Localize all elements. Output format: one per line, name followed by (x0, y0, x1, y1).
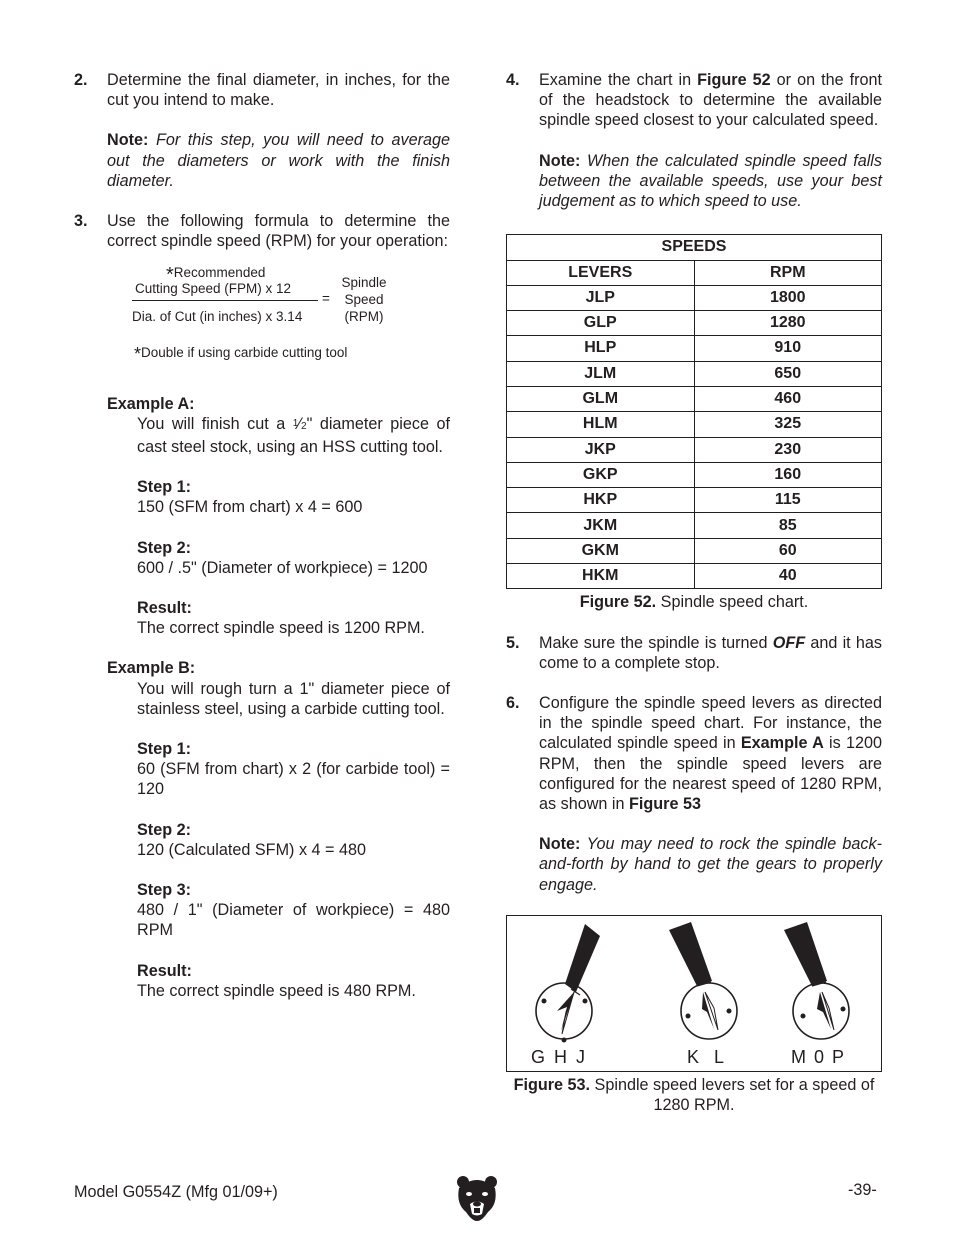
lever-cell: HLP (507, 336, 695, 361)
footer-model: Model G0554Z (Mfg 01/09+) (74, 1183, 278, 1201)
step-label: Step 2: (137, 538, 191, 557)
rpm-cell: 230 (694, 437, 882, 462)
step-number: 2. (74, 71, 88, 89)
rpm-cell: 910 (694, 336, 882, 361)
formula-denominator: Dia. of Cut (in inches) x 3.14 (132, 309, 303, 325)
step-5 (506, 633, 882, 673)
note-label: Note: (107, 131, 149, 150)
step-text: Make sure the spindle is turned OFF and it has come to a complete stop. (539, 633, 882, 672)
formula-footnote: *Double if using carbide cutting tool (134, 344, 348, 365)
right-column (506, 70, 882, 1115)
lever-cell: GLP (507, 311, 695, 336)
example-text: You will rough turn a 1" diameter piece of stainless steel, using a carbide cutting tool. (137, 679, 450, 718)
step-number: 3. (74, 212, 88, 231)
table-row (507, 285, 882, 310)
step-note: Note: You may need to rock the spindle back-and-forth by hand to get the gears to properly engage. (539, 835, 883, 894)
formula-numerator: Cutting Speed (FPM) x 12 (135, 281, 292, 297)
lever-label-ghj: G H J (531, 1046, 586, 1067)
lever-label-kl: K L (687, 1046, 725, 1067)
step-text: 480 / 1" (Diameter of workpiece) = 480 RPM (137, 901, 450, 940)
table-row (507, 311, 882, 336)
column-header-levers: LEVERS (507, 260, 695, 285)
table-row (507, 462, 882, 487)
step-number: 5. (506, 633, 520, 652)
lever-cell: HKP (507, 488, 695, 513)
table-row (507, 412, 882, 437)
figure-53-levers (506, 915, 882, 1072)
table-row (507, 387, 882, 412)
rpm-cell: 40 (694, 564, 882, 589)
lever-cell: HKM (507, 564, 695, 589)
lever-dial-ghj (536, 924, 600, 1043)
page-number: -39- (848, 1181, 877, 1199)
note-text: For this step, you will need to average out the diameters or work with the finish diameter. (107, 131, 450, 190)
figure-ref: Figure 52 (697, 71, 771, 89)
rpm-cell: 85 (694, 513, 882, 538)
spindle-speed-table (506, 234, 882, 589)
formula-equals: = (322, 291, 330, 307)
step-text: 150 (SFM from chart) x 4 = 600 (137, 498, 363, 517)
step-number: 4. (506, 71, 520, 89)
lever-dial-mop (784, 922, 849, 1039)
table-row (507, 336, 882, 361)
result-text: The correct spindle speed is 480 RPM. (137, 981, 416, 1000)
lever-cell: GKP (507, 462, 695, 487)
result-label: Result: (137, 599, 192, 618)
step-2 (74, 70, 450, 191)
step-label: Step 2: (137, 820, 191, 839)
step-6 (506, 693, 882, 895)
example-b (107, 658, 450, 1001)
formula-numerator-top: *Recommended (166, 264, 266, 287)
rpm-cell: 160 (694, 462, 882, 487)
step-text: 120 (Calculated SFM) x 4 = 480 (137, 840, 366, 859)
step-text: Configure the spindle speed levers as directed in the spindle speed chart. For instance, the calculated spindle speed in Example A is 1200 RPM, then the spindle speed levers are configured for the nearest speed of 1280 RPM, as shown in Figure 53 (539, 693, 882, 813)
formula-result-line2: Speed (344, 292, 384, 308)
step-note: Note: When the calculated spindle speed falls between the available speeds, use your best judgement as to which speed to use. (539, 151, 882, 211)
step-text: Examine the chart in Figure 52 or on the front of the headstock to determine the available spindle speed closest to your calculated speed. (539, 71, 882, 130)
table-row (507, 564, 882, 589)
formula-result-line1: Spindle (341, 275, 387, 291)
table-row (507, 488, 882, 513)
step-label: Step 1: (137, 740, 191, 759)
lever-cell: GLM (507, 387, 695, 412)
rpm-cell: 325 (694, 412, 882, 437)
table-row (507, 437, 882, 462)
step-4 (506, 70, 882, 211)
example-text: You will finish cut a 1⁄2" diameter piece of cast steel stock, using an HSS cutting tool. (137, 414, 451, 457)
rpm-cell: 1280 (694, 311, 882, 336)
table-row (507, 361, 882, 386)
lever-cell: HLM (507, 412, 695, 437)
lever-cell: JKP (507, 437, 695, 462)
example-label: Example B: (107, 659, 196, 678)
example-label: Example A: (107, 394, 195, 413)
example-a (107, 394, 450, 639)
step-label: Step 1: (137, 478, 191, 497)
rpm-cell: 460 (694, 387, 882, 412)
step-number: 6. (506, 693, 520, 712)
table-row (507, 538, 882, 563)
result-label: Result: (137, 961, 192, 980)
lever-dial-kl (669, 922, 737, 1039)
step-label: Step 3: (137, 881, 191, 900)
step-3 (74, 211, 450, 251)
lever-cell: GKM (507, 538, 695, 563)
rpm-cell: 115 (694, 488, 882, 513)
formula-result-line3: (RPM) (344, 309, 384, 325)
step-text: Use the following formula to determine the correct spindle speed (RPM) for your operation: (107, 212, 450, 251)
lever-cell: JLP (507, 285, 695, 310)
lever-cell: JKM (507, 513, 695, 538)
step-text: 60 (SFM from chart) x 2 (for carbide tool) = 120 (137, 760, 450, 799)
step-note (107, 130, 450, 191)
rpm-cell: 60 (694, 538, 882, 563)
step-text: 600 / .5" (Diameter of workpiece) = 1200 (137, 558, 428, 577)
figure-53-caption: Figure 53. Spindle speed levers set for a speed of 1280 RPM. (513, 1075, 875, 1115)
table-row (507, 513, 882, 538)
figure-52-caption: Figure 52. Spindle speed chart. (579, 593, 809, 612)
left-column (74, 70, 450, 1001)
rpm-cell: 1800 (694, 285, 882, 310)
fraction-bar (132, 300, 318, 301)
rpm-cell: 650 (694, 361, 882, 386)
result-text: The correct spindle speed is 1200 RPM. (137, 619, 425, 638)
lever-cell: JLM (507, 361, 695, 386)
step-text: Determine the final diameter, in inches, for the cut you intend to make. (107, 71, 450, 110)
lever-label-mop: M 0 P (791, 1046, 845, 1067)
bear-logo-icon (456, 1174, 498, 1227)
column-header-rpm: RPM (694, 260, 882, 285)
table-title: SPEEDS (507, 235, 882, 260)
speed-formula (132, 263, 450, 331)
